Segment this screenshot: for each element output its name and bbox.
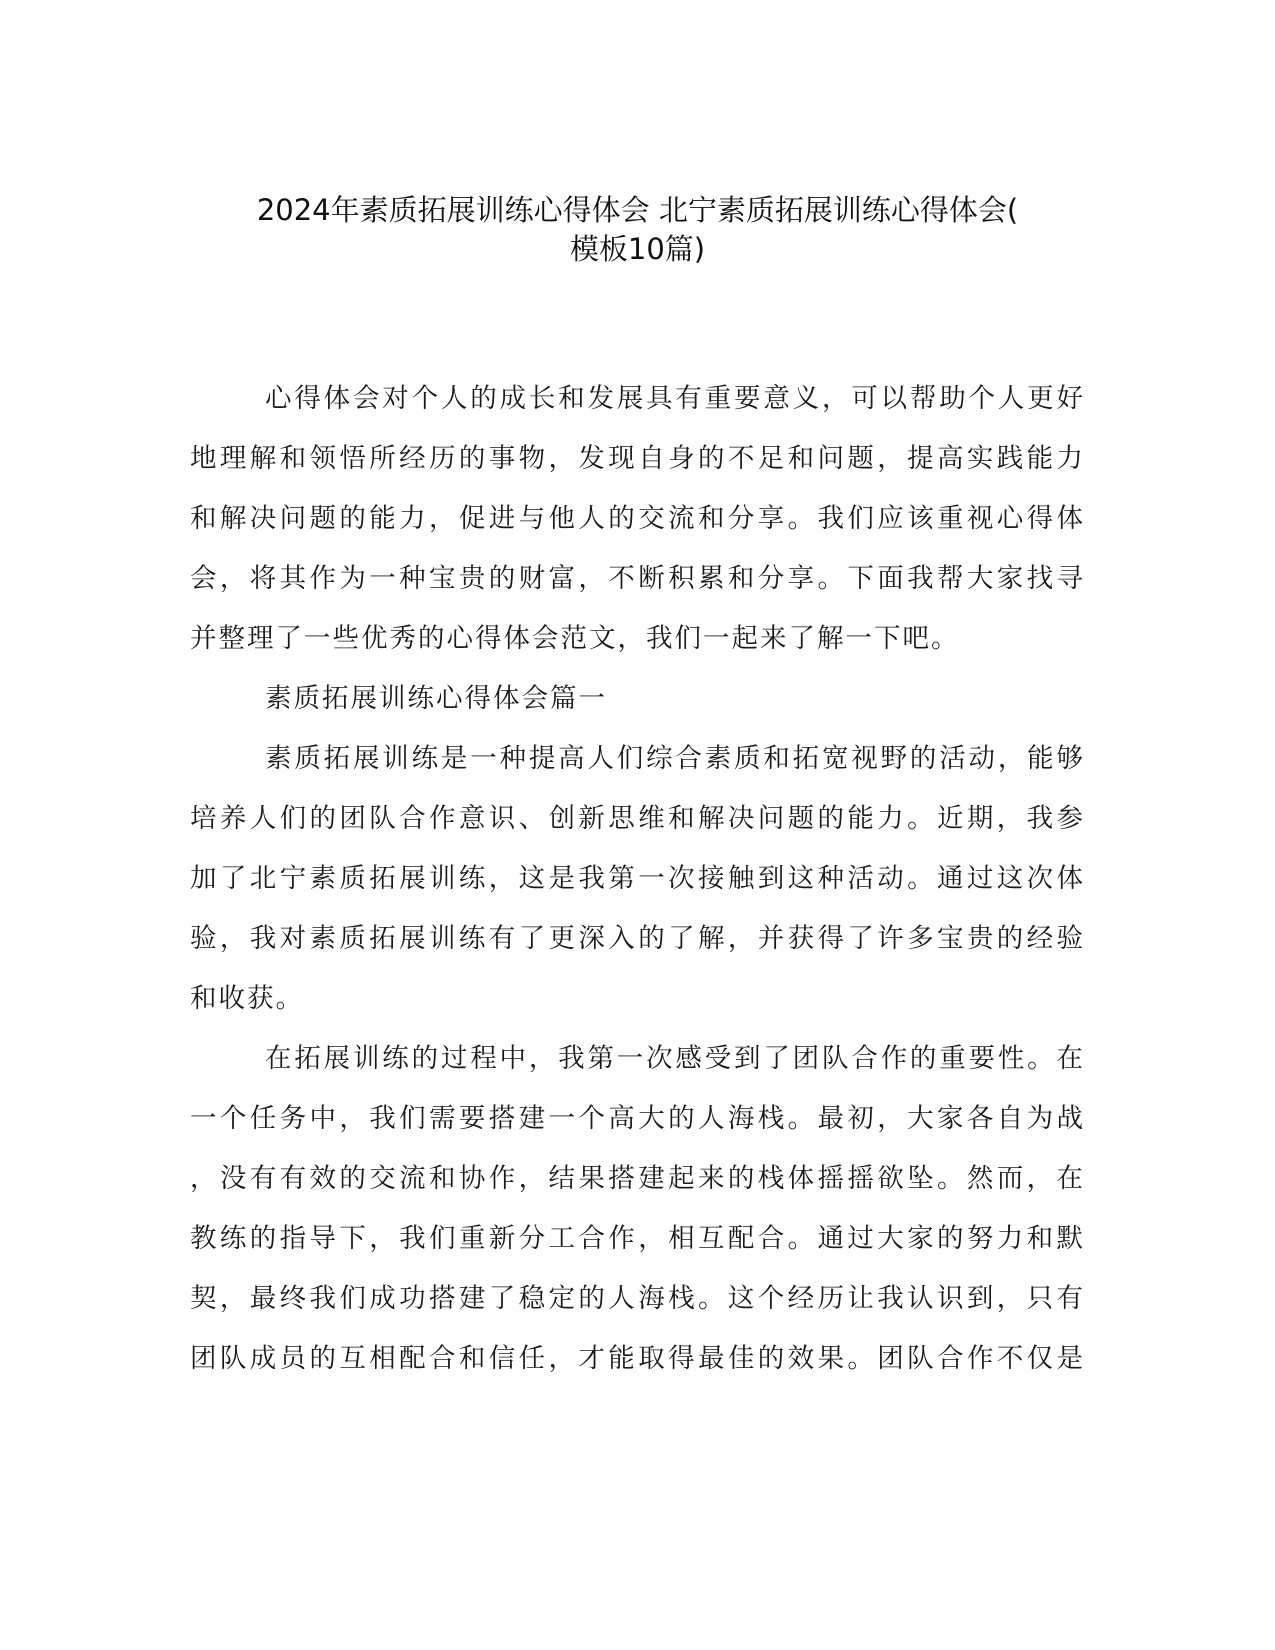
paragraph-line: 心得体会对个人的成长和发展具有重要意义，可以帮助个人更好 bbox=[265, 383, 1085, 414]
paragraph-line: 和收获。 bbox=[190, 983, 304, 1014]
paragraph-line: 和解决问题的能力，促进与他人的交流和分享。我们应该重视心得体 bbox=[190, 503, 1085, 534]
paragraph-line: 在拓展训练的过程中，我第一次感受到了团队合作的重要性。在 bbox=[265, 1043, 1085, 1074]
paragraph-line: 素质拓展训练是一种提高人们综合素质和拓宽视野的活动，能够 bbox=[265, 743, 1085, 774]
paragraph-line: 培养人们的团队合作意识、创新思维和解决问题的能力。近期，我参 bbox=[190, 803, 1085, 834]
paragraph-line: 加了北宁素质拓展训练，这是我第一次接触到这种活动。通过这次体 bbox=[190, 863, 1085, 894]
paragraph-line: 团队成员的互相配合和信任，才能取得最佳的效果。团队合作不仅是 bbox=[190, 1343, 1085, 1374]
document-body bbox=[190, 369, 1085, 1389]
paragraph-line: 地理解和领悟所经历的事物，发现自身的不足和问题，提高实践能力 bbox=[190, 443, 1085, 474]
paragraph-line: 教练的指导下，我们重新分工合作，相互配合。通过大家的努力和默 bbox=[190, 1223, 1085, 1254]
paragraph-line: 验，我对素质拓展训练有了更深入的了解，并获得了许多宝贵的经验 bbox=[190, 923, 1085, 954]
paragraph-2 bbox=[190, 729, 1085, 1029]
document-title-line-1: 2024年素质拓展训练心得体会 北宁素质拓展训练心得体会( bbox=[256, 193, 1019, 227]
section-heading-text: 素质拓展训练心得体会篇一 bbox=[265, 683, 607, 714]
paragraph-line: 一个任务中，我们需要搭建一个高大的人海栈。最初，大家各自为战 bbox=[190, 1103, 1085, 1134]
paragraph-3 bbox=[190, 1029, 1085, 1389]
paragraph-line: 会，将其作为一种宝贵的财富，不断积累和分享。下面我帮大家找寻 bbox=[190, 563, 1085, 594]
section-heading bbox=[190, 669, 1085, 729]
paragraph-line: 契，最终我们成功搭建了稳定的人海栈。这个经历让我认识到，只有 bbox=[190, 1283, 1085, 1314]
paragraph-line: 并整理了一些优秀的心得体会范文，我们一起来了解一下吧。 bbox=[190, 623, 960, 654]
document-title-line-2: 模板10篇) bbox=[569, 232, 706, 266]
paragraph-line: ，没有有效的交流和协作，结果搭建起来的栈体摇摇欲坠。然而，在 bbox=[190, 1163, 1085, 1194]
paragraph-intro bbox=[190, 369, 1085, 669]
